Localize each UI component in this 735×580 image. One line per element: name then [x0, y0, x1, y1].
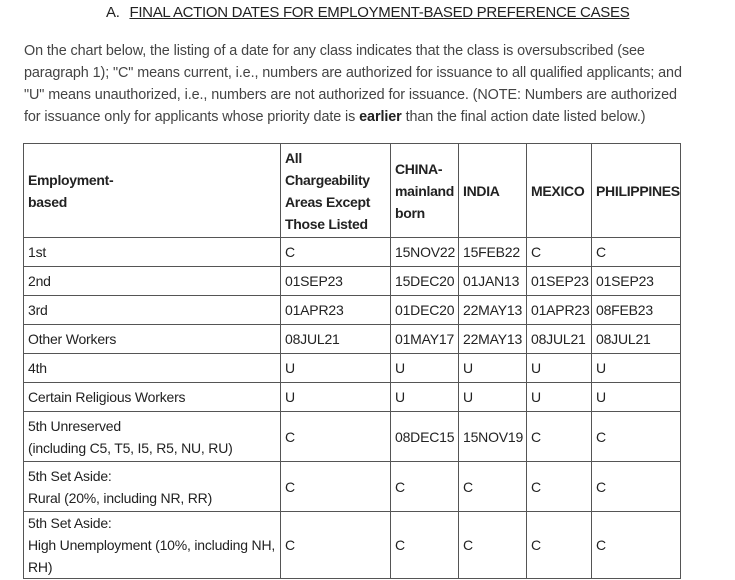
header-employment-line2: based [28, 193, 67, 210]
cell-text: U [531, 389, 541, 405]
cell-text: 01APR23 [285, 302, 344, 318]
cell-philippines [592, 383, 681, 412]
cell-text: C [395, 478, 405, 495]
header-india: INDIA [459, 144, 527, 238]
cell-text: C [531, 244, 541, 260]
cell-mexico [527, 267, 592, 296]
table-row [24, 354, 681, 383]
cell-all-chargeability [281, 238, 391, 267]
cell-mexico [527, 512, 592, 579]
cell-category [24, 267, 281, 296]
table-row [24, 238, 681, 267]
cell-philippines [592, 296, 681, 325]
cell-india [459, 383, 527, 412]
section-heading [106, 4, 629, 21]
cell-all-chargeability [281, 296, 391, 325]
cell-mexico [527, 383, 592, 412]
cell-text: 01DEC20 [395, 302, 455, 318]
section-label: A. [106, 4, 120, 21]
cell-china [391, 383, 459, 412]
cell-text: 15NOV19 [463, 428, 524, 445]
section-title: FINAL ACTION DATES FOR EMPLOYMENT-BASED PREFERENCE CASES [129, 4, 630, 21]
cell-text: Certain Religious Workers [28, 389, 186, 405]
cell-all-chargeability [281, 512, 391, 579]
header-employment-based [24, 144, 281, 238]
cell-category [24, 325, 281, 354]
cell-text: U [463, 389, 473, 405]
cell-text: 15FEB22 [463, 244, 520, 260]
cell-text: 3rd [28, 302, 48, 318]
cell-mexico [527, 238, 592, 267]
table-header-row [24, 144, 681, 238]
cell-text: 08JUL21 [285, 331, 340, 347]
cell-text: 01MAY17 [395, 331, 455, 347]
cell-text: U [531, 360, 541, 376]
cell-text: 01JAN13 [463, 273, 520, 289]
cell-text: C [285, 537, 295, 553]
cell-china [391, 462, 459, 512]
cell-text: C [285, 428, 295, 445]
cell-text: 2nd [28, 273, 51, 289]
cell-mexico [527, 354, 592, 383]
cell-india [459, 412, 527, 462]
cell-all-chargeability [281, 412, 391, 462]
cell-india [459, 512, 527, 579]
cell-text: 1st [28, 244, 47, 260]
cell-philippines [592, 325, 681, 354]
cell-text: 01SEP23 [285, 273, 343, 289]
cell-text: 08DEC15 [395, 428, 455, 445]
header-china: CHINA-mainland born [391, 144, 459, 238]
cell-text: 01APR23 [531, 302, 590, 318]
table-row [24, 412, 681, 462]
cell-text: C [596, 244, 606, 260]
cell-philippines [592, 462, 681, 512]
cell-philippines [592, 238, 681, 267]
cell-text: C [531, 478, 541, 495]
table-row [24, 296, 681, 325]
intro-text-part1: On the chart below, the listing of a date for any class indicates that the class is oversubscribed (see paragraph 1); "C" means current, i.e., numbers are authorized for issuance to all qualified applicants; and "U" means unauthorized, i.e., numbers are not authorized for issuance. (NOTE: Numbers are authorized for issuance only for applicants whose priority date is [24, 43, 682, 125]
cell-text: 01SEP23 [531, 273, 589, 289]
cell-text: 08FEB23 [596, 302, 653, 318]
final-action-dates-table [23, 143, 681, 579]
cell-india [459, 267, 527, 296]
cell-text: U [596, 389, 606, 405]
cell-philippines [592, 354, 681, 383]
cell-text: 01SEP23 [596, 273, 654, 289]
cell-text: C [463, 478, 473, 495]
cell-text: 4th [28, 360, 47, 376]
header-mexico: MEXICO [527, 144, 592, 238]
cell-text: Rural (20%, including NR, RR) [28, 489, 213, 506]
cell-china [391, 512, 459, 579]
cell-text: High Unemployment (10%, including NH, RH) [28, 537, 276, 575]
header-philippines: PHILIPPINES [592, 144, 681, 238]
cell-category [24, 512, 281, 579]
cell-text: 15DEC20 [395, 273, 455, 289]
cell-all-chargeability [281, 383, 391, 412]
cell-category [24, 354, 281, 383]
cell-india [459, 354, 527, 383]
cell-text: C [531, 428, 541, 445]
cell-text: U [285, 389, 295, 405]
cell-philippines [592, 412, 681, 462]
cell-india [459, 462, 527, 512]
cell-mexico [527, 325, 592, 354]
cell-text: U [285, 360, 295, 376]
cell-china [391, 238, 459, 267]
cell-text: 5th Set Aside: [28, 467, 112, 484]
cell-category [24, 412, 281, 462]
intro-emphasis: earlier [359, 109, 402, 125]
cell-china [391, 267, 459, 296]
cell-text: Other Workers [28, 331, 117, 347]
cell-mexico [527, 412, 592, 462]
cell-category [24, 383, 281, 412]
intro-text-part2: than the final action date listed below.) [401, 109, 646, 125]
cell-text: 22MAY13 [463, 331, 523, 347]
cell-all-chargeability [281, 267, 391, 296]
cell-text: (including C5, T5, I5, R5, NU, RU) [28, 439, 233, 456]
cell-india [459, 325, 527, 354]
cell-category [24, 462, 281, 512]
cell-text: 22MAY13 [463, 302, 523, 318]
cell-text: C [531, 537, 541, 553]
cell-china [391, 296, 459, 325]
table-row [24, 325, 681, 354]
cell-text: U [395, 389, 405, 405]
cell-text: 08JUL21 [596, 331, 651, 347]
cell-philippines [592, 267, 681, 296]
cell-china [391, 412, 459, 462]
header-employment-line1: Employment- [28, 171, 114, 188]
cell-text: U [395, 360, 405, 376]
cell-text: C [395, 537, 405, 553]
header-all-chargeability: All Chargeability Areas Except Those Listed [281, 144, 391, 238]
cell-all-chargeability [281, 325, 391, 354]
cell-china [391, 354, 459, 383]
cell-mexico [527, 462, 592, 512]
table-row [24, 267, 681, 296]
cell-all-chargeability [281, 462, 391, 512]
cell-philippines [592, 512, 681, 579]
cell-text: C [285, 244, 295, 260]
cell-all-chargeability [281, 354, 391, 383]
cell-text: 5th Set Aside: [28, 515, 112, 531]
cell-text: C [285, 478, 295, 495]
cell-india [459, 238, 527, 267]
cell-text: C [463, 537, 473, 553]
table-row [24, 383, 681, 412]
table-row [24, 512, 681, 579]
cell-china [391, 325, 459, 354]
cell-text: 5th Unreserved [28, 417, 121, 434]
cell-text: U [596, 360, 606, 376]
cell-text: 15NOV22 [395, 244, 456, 260]
cell-text: C [596, 428, 606, 445]
cell-category [24, 296, 281, 325]
cell-category [24, 238, 281, 267]
cell-text: U [463, 360, 473, 376]
table-row [24, 462, 681, 512]
cell-text: C [596, 478, 606, 495]
cell-mexico [527, 296, 592, 325]
intro-paragraph [24, 40, 694, 128]
cell-text: C [596, 537, 606, 553]
cell-text: 08JUL21 [531, 331, 586, 347]
table-body [24, 238, 681, 579]
cell-india [459, 296, 527, 325]
